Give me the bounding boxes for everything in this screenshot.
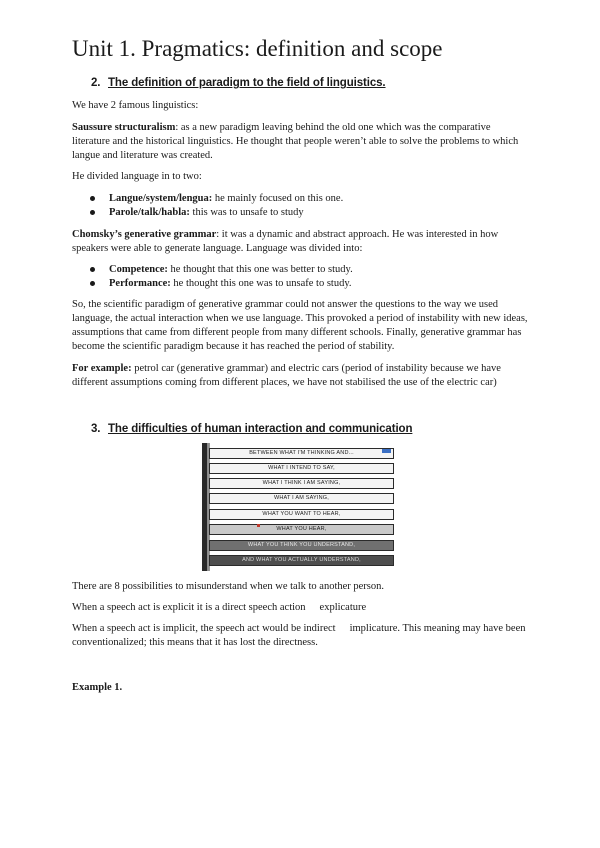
implicit-rest: implicature. This meaning may have been conventionalized; this means that it has lost the directness.	[72, 623, 526, 648]
example-paragraph	[72, 362, 528, 390]
explicit-text: When a speech act is explicit it is a direct speech action	[72, 602, 306, 613]
example-term: For example:	[72, 363, 132, 374]
divided-paragraph: He divided language in to two:	[72, 171, 202, 182]
figure-row-text: WHAT I INTEND TO SAY,	[268, 465, 335, 471]
figure-row	[209, 555, 394, 566]
figure-row-text: WHAT YOU WANT TO HEAR,	[262, 511, 341, 517]
list-item-text: he thought this one was to unsafe to study.	[170, 278, 352, 289]
list-item-term: Parole/talk/habla:	[109, 207, 190, 218]
chomsky-text: : it was a dynamic and abstract approach. He was interested in how speakers were able to generate language. Language was divided into:	[72, 229, 499, 254]
implicit-text: When a speech act is implicit, the speech act would be indirect	[72, 623, 336, 634]
figure-row	[209, 448, 394, 459]
example-text: petrol car (generative grammar) and electric cars (period of instability because we have different assumptions coming from different places, we have not stabilised the use of the electric car)	[72, 363, 501, 388]
figure-row	[209, 509, 394, 520]
list-item-term: Langue/system/lengua:	[109, 193, 213, 204]
figure-row-text: WHAT YOU HEAR,	[276, 526, 327, 532]
figure-row	[209, 463, 394, 474]
figure-row-text: WHAT I AM SAYING,	[273, 495, 330, 501]
figure-cursor-mark	[257, 524, 260, 527]
chomsky-paragraph	[72, 228, 528, 256]
figure-row-text: AND WHAT YOU ACTUALLY UNDERSTAND,	[242, 557, 361, 563]
bullet-icon	[90, 267, 95, 272]
list-item-text: this was to unsafe to study	[189, 207, 304, 218]
list-item	[90, 192, 520, 206]
explicit-paragraph	[72, 601, 528, 615]
list-item-text: he thought that this one was better to study.	[167, 264, 353, 275]
bullet-icon	[90, 281, 95, 286]
figure-row-text: BETWEEN WHAT I'M THINKING AND...	[249, 450, 354, 456]
bullet-icon	[90, 210, 95, 215]
list-item-text: he mainly focused on this one.	[212, 193, 344, 204]
list-item-term: Performance:	[109, 278, 171, 289]
list-item	[90, 277, 520, 291]
section-2-heading	[91, 75, 386, 91]
section-3-number: 3.	[91, 423, 101, 435]
figure-row-text: WHAT YOU THINK YOU UNDERSTAND,	[247, 542, 356, 548]
bullet-icon	[90, 196, 95, 201]
implicit-paragraph	[72, 622, 528, 650]
example-1-text: Example 1.	[72, 682, 123, 693]
list-item	[90, 263, 520, 277]
section-3-title: The difficulties of human interaction and communication	[108, 423, 413, 435]
list-item	[90, 206, 520, 220]
competence-performance-list	[90, 263, 520, 291]
explicit-term: explicature	[319, 602, 367, 613]
figure-row	[209, 524, 394, 535]
possibilities-paragraph: There are 8 possibilities to misunderstand when we talk to another person.	[72, 581, 385, 592]
figure-row	[209, 493, 394, 504]
figure-row	[209, 478, 394, 489]
saussure-paragraph	[72, 121, 528, 163]
example-1-label	[72, 681, 528, 695]
figure-row-text: WHAT I THINK I AM SAYING,	[262, 480, 341, 486]
saussure-term: Saussure structuralism	[72, 122, 176, 133]
chomsky-term: Chomsky’s generative grammar	[72, 229, 217, 240]
figure-corner-mark	[382, 449, 391, 453]
list-item-term: Competence:	[109, 264, 168, 275]
paradigm-paragraph: So, the scientific paradigm of generative grammar could not answer the questions to the way we used language, the actual interaction when we use language. This provoked a period of instability with new ideas, assumptions that came from different people from many different schools. Finally, generative grammar has become the scientific paradigm because it has reached the period of stability.	[72, 299, 528, 352]
section-2-title: The definition of paradigm to the field of linguistics.	[108, 77, 386, 89]
langue-parole-list	[90, 192, 520, 220]
section-3-heading	[91, 421, 412, 437]
communication-figure	[202, 443, 396, 571]
saussure-text: : as a new paradigm leaving behind the old one which was the comparative literature and the historical linguistics. He thought that people weren’t able to solve the problems to which langue and literature was created.	[72, 122, 519, 161]
section-2-number: 2.	[91, 77, 101, 89]
figure-row	[209, 540, 394, 551]
page-title: Unit 1. Pragmatics: definition and scope	[72, 36, 443, 61]
intro-paragraph: We have 2 famous linguistics:	[72, 100, 199, 111]
